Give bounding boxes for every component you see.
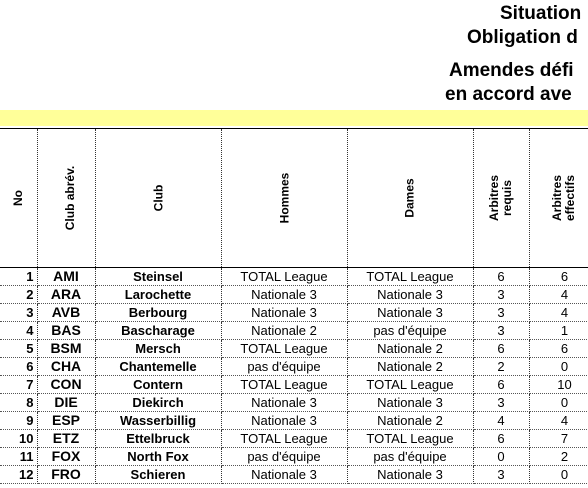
- cell-club-abrev: ARA: [37, 286, 95, 304]
- cell-arbitres-effectifs: 10: [529, 376, 588, 394]
- cell-no: 8: [0, 394, 37, 412]
- table-row: [0, 466, 588, 484]
- cell-club: Mersch: [95, 340, 221, 358]
- table-row: [0, 340, 588, 358]
- cell-dames: Nationale 2: [347, 358, 473, 376]
- cell-hommes: Nationale 3: [221, 412, 347, 430]
- header-club: Club: [95, 129, 221, 268]
- cell-arbitres-requis: 4: [473, 412, 529, 430]
- cell-arbitres-effectifs: 4: [529, 286, 588, 304]
- cell-club-abrev: FOX: [37, 448, 95, 466]
- clubs-table: [0, 128, 588, 484]
- table-row: [0, 394, 588, 412]
- table-row: [0, 376, 588, 394]
- cell-arbitres-effectifs: 6: [529, 340, 588, 358]
- title-line-4: en accord ave: [445, 84, 572, 105]
- table-row: [0, 358, 588, 376]
- cell-club-abrev: CHA: [37, 358, 95, 376]
- header-no: No: [0, 129, 37, 268]
- cell-no: 9: [0, 412, 37, 430]
- cell-arbitres-requis: 2: [473, 358, 529, 376]
- cell-no: 1: [0, 268, 37, 286]
- cell-no: 5: [0, 340, 37, 358]
- header-dames: Dames: [347, 129, 473, 268]
- cell-hommes: TOTAL League: [221, 268, 347, 286]
- cell-arbitres-effectifs: 4: [529, 412, 588, 430]
- cell-arbitres-effectifs: 0: [529, 358, 588, 376]
- cell-arbitres-effectifs: 2: [529, 448, 588, 466]
- cell-club-abrev: DIE: [37, 394, 95, 412]
- cell-arbitres-requis: 3: [473, 466, 529, 484]
- cell-club: North Fox: [95, 448, 221, 466]
- cell-arbitres-effectifs: 0: [529, 466, 588, 484]
- title-line-3: Amendes défi: [449, 60, 574, 81]
- cell-arbitres-requis: 3: [473, 394, 529, 412]
- cell-no: 10: [0, 430, 37, 448]
- cell-hommes: Nationale 3: [221, 286, 347, 304]
- cell-dames: Nationale 2: [347, 412, 473, 430]
- cell-dames: Nationale 3: [347, 394, 473, 412]
- header-hommes: Hommes: [221, 129, 347, 268]
- cell-dames: TOTAL League: [347, 430, 473, 448]
- title-block: [0, 0, 588, 108]
- table-row: [0, 322, 588, 340]
- cell-club: Steinsel: [95, 268, 221, 286]
- cell-dames: Nationale 3: [347, 466, 473, 484]
- cell-club: Berbourg: [95, 304, 221, 322]
- cell-arbitres-effectifs: 4: [529, 304, 588, 322]
- cell-dames: pas d'équipe: [347, 322, 473, 340]
- cell-arbitres-requis: 6: [473, 268, 529, 286]
- header-arbitres-effectifs: Arbitres effectifs: [529, 129, 588, 268]
- cell-club-abrev: AVB: [37, 304, 95, 322]
- title-line-2: Obligation d: [467, 27, 578, 48]
- header-arbitres-requis: Arbitres requis: [473, 129, 529, 268]
- cell-arbitres-requis: 6: [473, 340, 529, 358]
- cell-dames: Nationale 3: [347, 286, 473, 304]
- cell-arbitres-requis: 3: [473, 322, 529, 340]
- cell-hommes: Nationale 3: [221, 466, 347, 484]
- cell-no: 6: [0, 358, 37, 376]
- cell-hommes: pas d'équipe: [221, 358, 347, 376]
- cell-dames: TOTAL League: [347, 268, 473, 286]
- cell-hommes: Nationale 3: [221, 394, 347, 412]
- table-row: [0, 268, 588, 286]
- cell-arbitres-requis: 3: [473, 286, 529, 304]
- cell-club-abrev: CON: [37, 376, 95, 394]
- cell-club: Ettelbruck: [95, 430, 221, 448]
- cell-arbitres-effectifs: 1: [529, 322, 588, 340]
- cell-dames: Nationale 2: [347, 340, 473, 358]
- cell-arbitres-effectifs: 6: [529, 268, 588, 286]
- cell-no: 4: [0, 322, 37, 340]
- cell-dames: pas d'équipe: [347, 448, 473, 466]
- table-row: [0, 412, 588, 430]
- cell-club-abrev: BAS: [37, 322, 95, 340]
- cell-club: Schieren: [95, 466, 221, 484]
- cell-hommes: TOTAL League: [221, 430, 347, 448]
- table-row: [0, 430, 588, 448]
- cell-arbitres-requis: 6: [473, 430, 529, 448]
- title-line-1: Situation: [500, 3, 582, 24]
- cell-hommes: TOTAL League: [221, 340, 347, 358]
- cell-no: 3: [0, 304, 37, 322]
- cell-club-abrev: BSM: [37, 340, 95, 358]
- cell-hommes: Nationale 3: [221, 304, 347, 322]
- cell-dames: Nationale 3: [347, 304, 473, 322]
- cell-arbitres-requis: 6: [473, 376, 529, 394]
- cell-no: 2: [0, 286, 37, 304]
- cell-club-abrev: ESP: [37, 412, 95, 430]
- table-row: [0, 304, 588, 322]
- cell-club: Contern: [95, 376, 221, 394]
- cell-arbitres-effectifs: 0: [529, 394, 588, 412]
- cell-club-abrev: FRO: [37, 466, 95, 484]
- cell-club: Larochette: [95, 286, 221, 304]
- cell-arbitres-requis: 0: [473, 448, 529, 466]
- table-row: [0, 448, 588, 466]
- cell-club-abrev: AMI: [37, 268, 95, 286]
- cell-club: Wasserbillig: [95, 412, 221, 430]
- cell-no: 7: [0, 376, 37, 394]
- header-club-abrev: Club abrév.: [37, 129, 95, 268]
- cell-hommes: Nationale 2: [221, 322, 347, 340]
- yellow-band: [0, 110, 588, 126]
- cell-no: 11: [0, 448, 37, 466]
- cell-hommes: TOTAL League: [221, 376, 347, 394]
- cell-arbitres-requis: 3: [473, 304, 529, 322]
- cell-dames: TOTAL League: [347, 376, 473, 394]
- cell-club: Bascharage: [95, 322, 221, 340]
- header-row: [0, 129, 588, 268]
- cell-club: Diekirch: [95, 394, 221, 412]
- cell-club: Chantemelle: [95, 358, 221, 376]
- cell-club-abrev: ETZ: [37, 430, 95, 448]
- cell-no: 12: [0, 466, 37, 484]
- table-row: [0, 286, 588, 304]
- cell-arbitres-effectifs: 7: [529, 430, 588, 448]
- cell-hommes: pas d'équipe: [221, 448, 347, 466]
